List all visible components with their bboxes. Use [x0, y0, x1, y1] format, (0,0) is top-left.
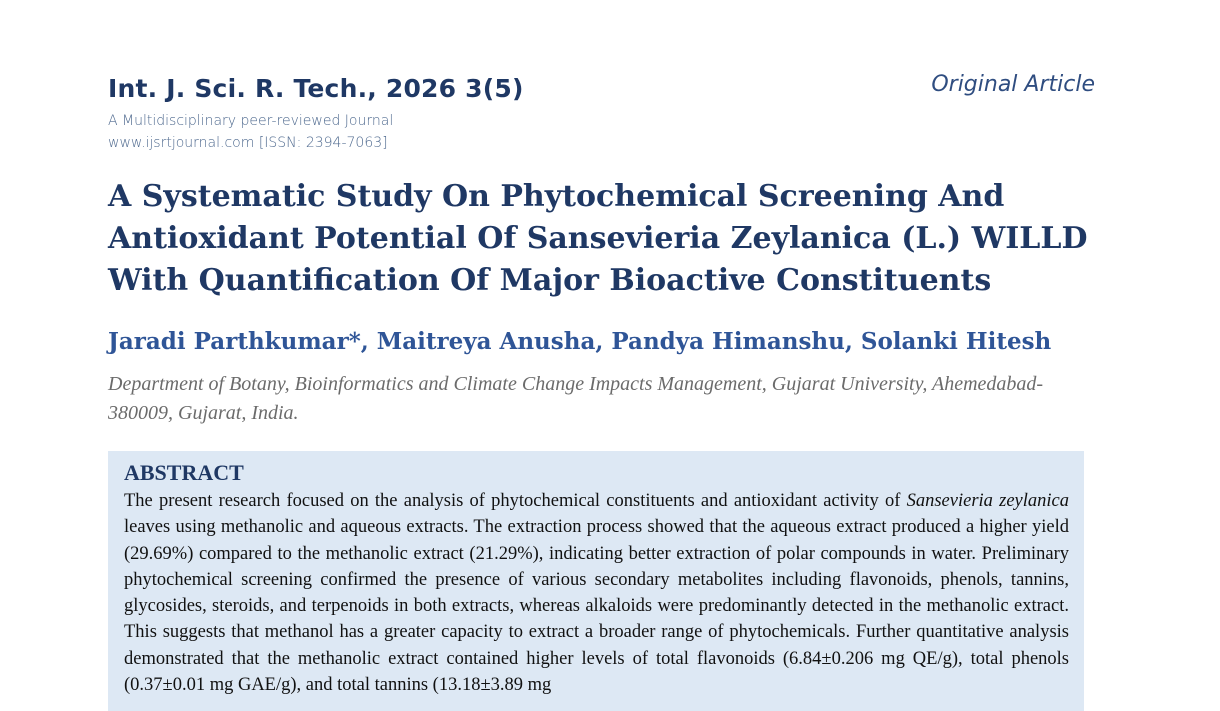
- article-type-label: Original Article: [931, 72, 1095, 97]
- abstract-heading: ABSTRACT: [124, 460, 244, 485]
- paper-title: A Systematic Study On Phytochemical Screening And Antioxidant Potential Of Sansevieria Zeylanica (L.) WILLD With Quantification Of Major Bioactive Constituents: [108, 179, 1088, 298]
- abstract-text-part-2: leaves using methanolic and aqueous extracts. The extraction process showed that the aqueous extract produced a higher yield (29.69%) compared to the methanolic extract (21.29%), indicating better extraction of polar compounds in water. Preliminary phytochemical screening confirmed the presence of various secondary metabolites including flavonoids, phenols, tannins, glycosides, steroids, and terpenoids in both extracts, whereas alkaloids were predominantly detected in the methanolic extract. This suggests that methanol has a greater capacity to extract a broader range of phytochemicals. Further quantitative analysis demonstrated that the methanolic extract contained higher levels of total flavonoids (6.84±0.206 mg QE/g), total phenols (0.37±0.01 mg GAE/g), and total tannins (13.18±3.89 mg: [124, 517, 1069, 696]
- species-name: Sansevieria zeylanica: [906, 491, 1069, 511]
- author-list: Jaradi Parthkumar*, Maitreya Anusha, Pandya Himanshu, Solanki Hitesh: [108, 328, 1052, 355]
- journal-title: Int. J. Sci. R. Tech., 2026 3(5): [108, 74, 524, 103]
- abstract-box: [108, 451, 1084, 711]
- journal-subtitle: A Multidisciplinary peer-reviewed Journal: [108, 113, 394, 129]
- abstract-body: [124, 488, 1069, 698]
- journal-website[interactable]: www.ijsrtjournal.com [ISSN: 2394-7063]: [108, 135, 388, 151]
- abstract-text-part-1: The present research focused on the analysis of phytochemical constituents and antioxidant activity of: [124, 491, 907, 511]
- affiliation: Department of Botany, Bioinformatics and Climate Change Impacts Management, Gujarat University, Ahemedabad-380009, Gujarat, India.: [108, 373, 1044, 424]
